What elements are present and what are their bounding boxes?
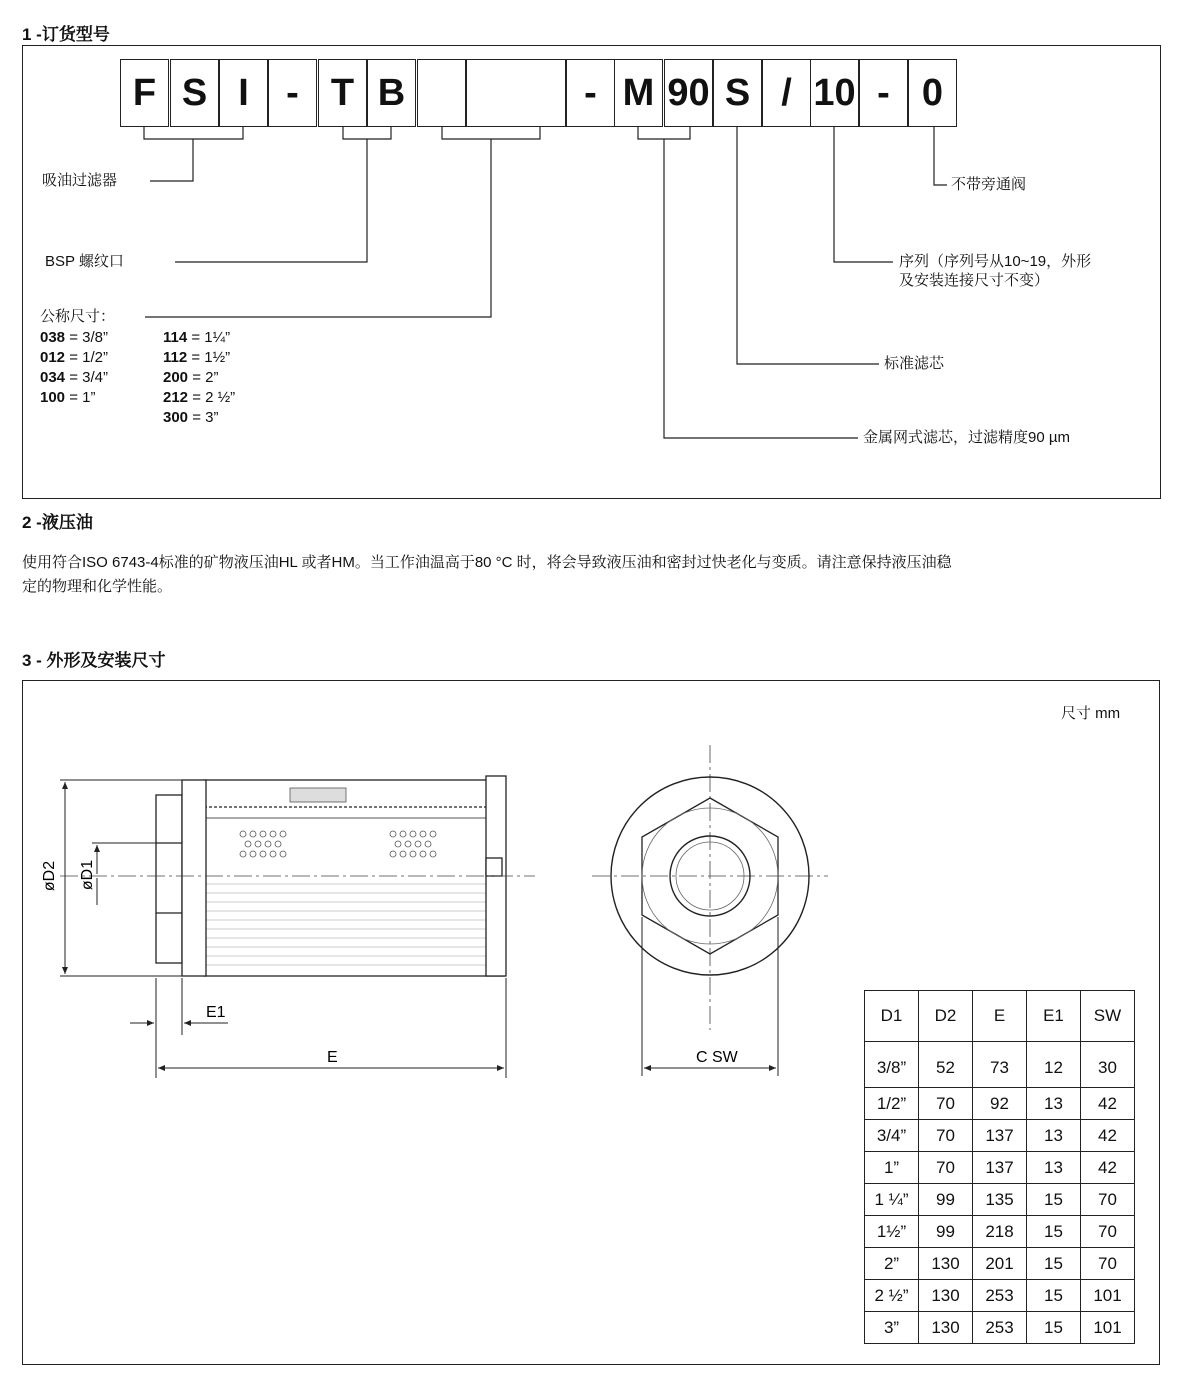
table-cell: 137 xyxy=(973,1152,1027,1184)
table-cell: 42 xyxy=(1081,1088,1135,1120)
label-no-bypass: 不带旁通阀 xyxy=(951,176,1027,193)
table-row xyxy=(865,1120,1135,1152)
table-header: E xyxy=(973,991,1027,1042)
table-cell: 42 xyxy=(1081,1120,1135,1152)
table-cell: 73 xyxy=(973,1042,1027,1088)
table-cell: 70 xyxy=(1081,1216,1135,1248)
table-cell: 13 xyxy=(1027,1088,1081,1120)
label-standard-element: 标准滤芯 xyxy=(884,355,945,372)
dim-d1-label: øD1 xyxy=(79,859,96,891)
table-cell: 130 xyxy=(919,1280,973,1312)
table-cell: 92 xyxy=(973,1088,1027,1120)
table-row xyxy=(865,1088,1135,1120)
label-nominal-size: 公称尺寸： xyxy=(40,308,116,325)
dim-e-label: E xyxy=(327,1049,338,1066)
table-cell: 1 ¼” xyxy=(865,1184,919,1216)
section1-title: 1 -订货型号 xyxy=(22,25,110,44)
table-cell: 15 xyxy=(1027,1216,1081,1248)
code-cell: / xyxy=(762,59,811,127)
table-cell: 101 xyxy=(1081,1280,1135,1312)
table-header: E1 xyxy=(1027,991,1081,1042)
size-item: 012 = 1/2” xyxy=(40,349,108,366)
code-cell: T xyxy=(318,59,367,127)
table-cell: 135 xyxy=(973,1184,1027,1216)
table-cell: 30 xyxy=(1081,1042,1135,1088)
code-cell: M xyxy=(614,59,663,127)
table-cell: 101 xyxy=(1081,1312,1135,1344)
table-cell: 201 xyxy=(973,1248,1027,1280)
size-item: 112 = 1½” xyxy=(163,349,231,366)
size-item: 038 = 3/8” xyxy=(40,329,108,346)
oil-description-line2: 定的物理和化学性能。 xyxy=(22,578,173,595)
table-header: D2 xyxy=(919,991,973,1042)
table-cell: 130 xyxy=(919,1248,973,1280)
table-cell: 1/2” xyxy=(865,1088,919,1120)
label-series-line1: 序列（序列号从10~19，外形 xyxy=(899,253,1092,270)
table-cell: 70 xyxy=(919,1088,973,1120)
oil-description-line1: 使用符合ISO 6743-4标准的矿物液压油HL 或者HM。当工作油温高于80 °C 时，将会导致液压油和密封过快老化与变质。请注意保持液压油稳 xyxy=(22,554,952,571)
unit-label: 尺寸 mm xyxy=(1061,705,1121,722)
label-metal-mesh: 金属网式滤芯，过滤精度90 µm xyxy=(863,429,1070,446)
code-cell: 10 xyxy=(810,59,859,127)
table-row xyxy=(865,1042,1135,1088)
table-cell: 15 xyxy=(1027,1280,1081,1312)
code-cell: 0 xyxy=(908,59,957,127)
table-cell: 70 xyxy=(1081,1248,1135,1280)
size-item: 114 = 1¼” xyxy=(163,329,231,346)
size-item: 300 = 3” xyxy=(163,409,219,426)
table-row xyxy=(865,1184,1135,1216)
table-cell: 70 xyxy=(1081,1184,1135,1216)
label-suction-filter: 吸油过滤器 xyxy=(42,172,118,189)
table-cell: 99 xyxy=(919,1184,973,1216)
size-item: 034 = 3/4” xyxy=(40,369,108,386)
dim-e1-label: E1 xyxy=(206,1004,226,1021)
code-cell: - xyxy=(859,59,908,127)
code-cell: S xyxy=(170,59,219,127)
table-header: D1 xyxy=(865,991,919,1042)
table-cell: 3/8” xyxy=(865,1042,919,1088)
table-cell: 13 xyxy=(1027,1120,1081,1152)
code-cell: S xyxy=(713,59,762,127)
table-cell: 13 xyxy=(1027,1152,1081,1184)
code-cell: - xyxy=(268,59,317,127)
table-cell: 1½” xyxy=(865,1216,919,1248)
label-bsp-port: BSP 螺纹口 xyxy=(45,253,124,270)
table-cell: 2” xyxy=(865,1248,919,1280)
size-item: 200 = 2” xyxy=(163,369,219,386)
code-cell: 90 xyxy=(664,59,713,127)
table-header: SW xyxy=(1081,991,1135,1042)
size-item: 100 = 1” xyxy=(40,389,96,406)
table-row xyxy=(865,1248,1135,1280)
table-row xyxy=(865,1280,1135,1312)
filter-side-view xyxy=(60,776,535,976)
table-row xyxy=(865,1216,1135,1248)
dimension-table xyxy=(864,990,1135,1344)
table-cell: 137 xyxy=(973,1120,1027,1152)
code-cell: B xyxy=(367,59,416,127)
size-item: 212 = 2 ½” xyxy=(163,389,236,406)
table-cell: 70 xyxy=(919,1152,973,1184)
table-cell: 130 xyxy=(919,1312,973,1344)
table-cell: 218 xyxy=(973,1216,1027,1248)
filter-front-view xyxy=(592,745,828,1030)
table-cell: 253 xyxy=(973,1280,1027,1312)
table-cell: 70 xyxy=(919,1120,973,1152)
table-cell: 1” xyxy=(865,1152,919,1184)
table-cell: 3/4” xyxy=(865,1120,919,1152)
code-cell: I xyxy=(219,59,268,127)
table-cell: 15 xyxy=(1027,1184,1081,1216)
table-cell: 253 xyxy=(973,1312,1027,1344)
code-cell: F xyxy=(120,59,169,127)
section3-title: 3 - 外形及安装尺寸 xyxy=(22,651,166,670)
table-cell: 3” xyxy=(865,1312,919,1344)
table-header-row xyxy=(865,991,1135,1042)
table-cell: 15 xyxy=(1027,1248,1081,1280)
table-cell: 52 xyxy=(919,1042,973,1088)
table-cell: 42 xyxy=(1081,1152,1135,1184)
table-cell: 2 ½” xyxy=(865,1280,919,1312)
dim-csw-label: C SW xyxy=(696,1049,738,1066)
table-cell: 15 xyxy=(1027,1312,1081,1344)
dim-d2-label: øD2 xyxy=(41,860,58,892)
table-cell: 99 xyxy=(919,1216,973,1248)
table-row xyxy=(865,1152,1135,1184)
table-row xyxy=(865,1312,1135,1344)
label-series-line2: 及安装连接尺寸不变） xyxy=(899,272,1050,289)
table-cell: 12 xyxy=(1027,1042,1081,1088)
code-cell: - xyxy=(566,59,615,127)
section2-title: 2 -液压油 xyxy=(22,513,93,532)
